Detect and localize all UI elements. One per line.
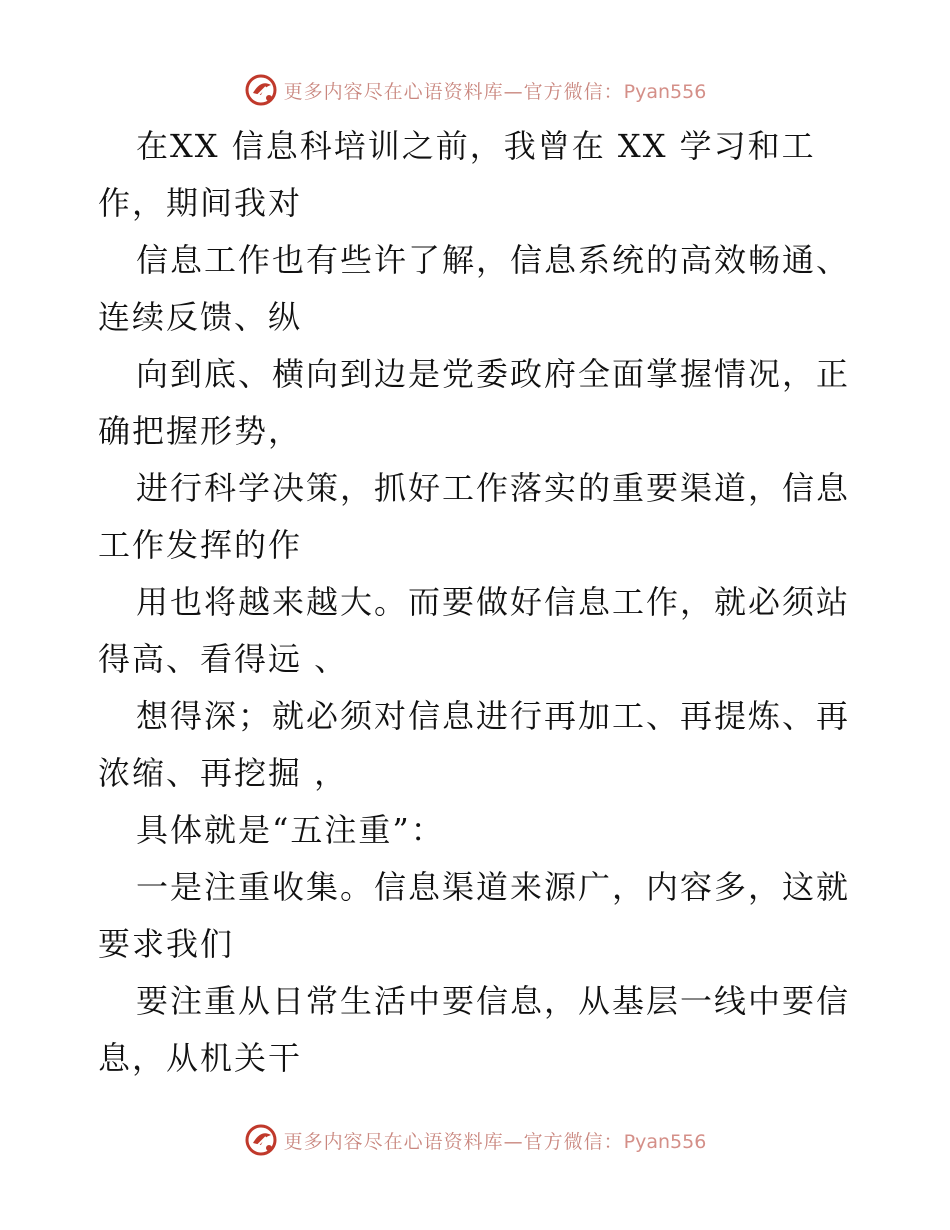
paragraph-1: 在XX 信息科培训之前，我曾在 XX 学习和工作，期间我对 xyxy=(98,127,816,222)
paragraph-5: 用也将越来越大。而要做好信息工作，就必须站得高、看得远 、 xyxy=(98,583,851,678)
footer-banner-text: 更多内容尽在心语资料库—官方微信：Pyan556 xyxy=(283,1130,707,1153)
library-logo-icon xyxy=(244,73,278,107)
library-logo-icon xyxy=(244,1123,278,1157)
paragraph-8: 一是注重收集。信息渠道来源广，内容多，这就要求我们 xyxy=(98,868,851,963)
paragraph-2: 信息工作也有些许了解，信息系统的高效畅通、连续反馈、纵 xyxy=(98,241,851,336)
header-wechat-handle: Pyan556 xyxy=(623,80,707,103)
footer-wechat-handle: Pyan556 xyxy=(623,1130,707,1153)
paragraph-9: 要注重从日常生活中要信息，从基层一线中要信息，从机关干 xyxy=(98,982,851,1077)
footer-banner xyxy=(0,1120,950,1160)
paragraph-3: 向到底、横向到边是党委政府全面掌握情况，正确把握形势， xyxy=(98,355,851,450)
header-banner xyxy=(0,70,950,110)
paragraph-6: 想得深；就必须对信息进行再加工、再提炼、再浓缩、再挖掘 ， xyxy=(98,697,851,792)
paragraph-7: 具体就是“五注重”： xyxy=(136,811,445,849)
paragraph-4: 进行科学决策，抓好工作落实的重要渠道，信息工作发挥的作 xyxy=(98,469,851,564)
header-banner-text: 更多内容尽在心语资料库—官方微信：Pyan556 xyxy=(283,80,707,103)
document-body xyxy=(98,118,858,1087)
